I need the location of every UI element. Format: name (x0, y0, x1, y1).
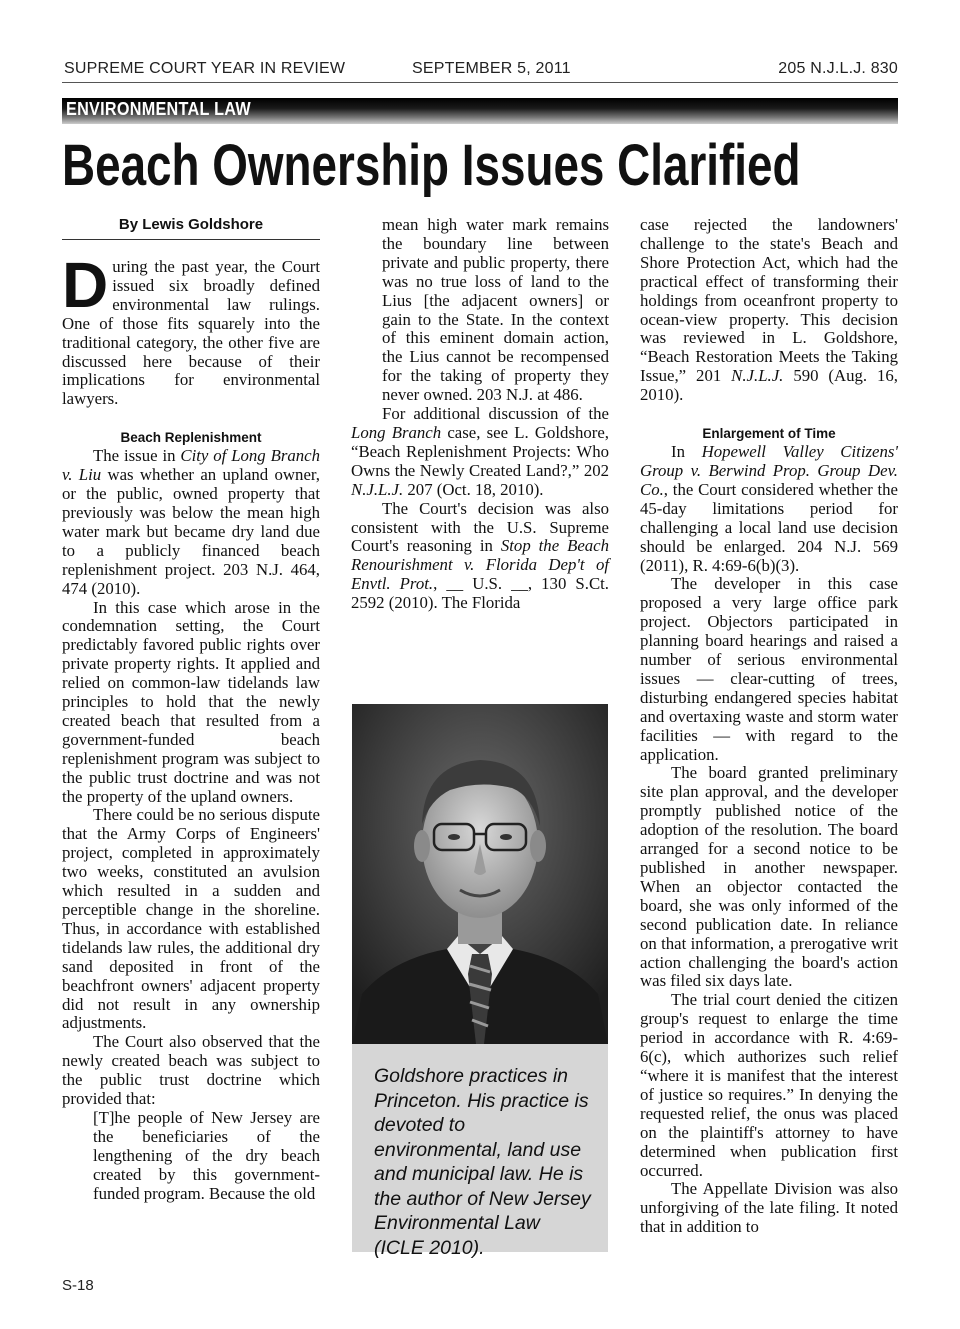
subhead-beach-replenishment: Beach Replenishment (120, 430, 262, 446)
paragraph: The trial court denied the citizen group's request to enlarge the time period in accordance with R. 4:69-6(c), which authorizes such relief “where it is manifest that the interest of justice so requires.” In denying the requested relief, the onus was placed on the plaintiff's attorney to have determined when publication first occurred. (640, 990, 898, 1180)
caption-text: Goldshore practices in Princeton. His practice is devoted to environmental, land use and municipal law. He is the author of New Jersey Environmental Law (ICLE 2010). (374, 1065, 591, 1259)
section-banner (62, 98, 898, 124)
header-rule (62, 82, 898, 83)
running-head-date: SEPTEMBER 5, 2011 (412, 60, 571, 77)
subhead-enlargement-of-time: Enlargement of Time (702, 426, 836, 442)
running-head-section: SUPREME COURT YEAR IN REVIEW (64, 60, 346, 77)
paragraph: case rejected the landowners' challenge to the state's Beach and Shore Protection Act, which had the practical effect of transforming their holdings from oceanfront property to ocean-view property. This decision was reviewed in L. Goldshore, “Beach Restoration Meets the Taking Issue,” 201 N.J.L.J. 590 (Aug. 16, 2010). (640, 215, 899, 405)
block-quote (62, 1109, 320, 1204)
paragraph: The developer in this case proposed a very large office park project. Objectors participated in planning board hearings and raised a number of serious environmental issues — clear-cutting of trees, disturbing endangered species habitat and overtaxing waste and storm water facilities — with regard to the application. (640, 574, 898, 764)
author-portrait-illustration (352, 704, 608, 1044)
author-photo (352, 704, 608, 1044)
paragraph: There could be no serious dispute that the Army Corps of Engineers' project, completed in approximately two weeks, constituted an avulsion which resulted in a sudden and perceptible change in the shoreline. Thus, in accordance with established tidelands law rules, the additional dry sand deposited in front of the beachfront owners' adjacent property did not result in any ownership adjustments. (62, 805, 320, 1033)
byline: By Lewis Goldshore (62, 216, 320, 240)
page-number: S-18 (62, 1277, 94, 1294)
column-2 (351, 216, 609, 613)
paragraph: In Hopewell Valley Citizens' Group v. Berwind Prop. Group Dev. Co., the Court considered whether the 45-day limitations period for challenging a local land use decision should be enlarged. 204 N.J. 569 (2011), R. 4:69-6(b)(3). (640, 442, 898, 575)
case-name: City of Long Branch v. Liu (62, 446, 320, 485)
paragraph: The issue in City of Long Branch v. Liu was whether an upland owner, or the public, owned property that previously was below the mean high water mark but became dry land due to a publicly financed beach replenishment project. 203 N.J. 464, 474 (2010). (62, 446, 321, 598)
paragraph: The board granted preliminary site plan approval, and the developer promptly published notice of the adoption of the resolution. The board arranged for a second notice to be published in another newspaper. When an objector contacted the board, she was only informed of the second publication date. In reliance on that information, a prerogative writ action challenging the board's action was filed six days late. (640, 763, 898, 991)
column-1 (62, 216, 320, 1204)
intro-paragraph: During the past year, the Court issued six broadly defined environmental law rulings. One of those fits squarely into the traditional category, the other five are discussed here because of their implications for environmental lawyers. (62, 249, 320, 409)
paragraph: The Court also observed that the newly created beach was subject to the public trust doctrine which provided that: (62, 1032, 320, 1109)
paragraph: For additional discussion of the Long Branch case, see L. Goldshore, “Beach Replenishment Projects: Who Owns the Newly Created Land?,” 202 N.J.L.J. 207 (Oct. 18, 2010). (351, 404, 609, 499)
drop-cap: D (62, 249, 109, 321)
paragraph: In this case which arose in the condemnation setting, the Court predictably favored public rights over private property rights. It applied and relied on common-law tidelands law principles to hold that the newly created beach that resulted from a government-funded beach replenishment program was subject to the public trust doctrine and was not the property of the upland owners. (62, 597, 320, 806)
running-head-citation: 205 N.J.L.J. 830 (778, 60, 898, 77)
paragraph: The Court's decision was also consistent with the U.S. Supreme Court's reasoning in Stop the Beach Renourishment v. Florida Dep't of Envtl. Prot., __ U.S. __, 130 S.Ct. 2592 (2010). The Florida (351, 498, 609, 613)
article-title: Beach Ownership Issues Clarified (62, 133, 801, 198)
block-quote-continued (351, 216, 609, 405)
column-3 (640, 216, 898, 1237)
paragraph: The Appellate Division was also unforgiving of the late filing. It noted that in addition to (640, 1179, 898, 1237)
quote-text: [T]he people of New Jersey are the beneficiaries of the lengthening of the dry beach created by this government-funded program. Because the old (93, 1107, 320, 1203)
quote-text: mean high water mark remains the boundary line between private and public property, there was no true loss of land to the Lius [the adjacent owners] or gain to the State. In the context of this eminent domain action, the Lius cannot be recompensed for the taking of property they never owned. 203 N.J. at 486. (382, 215, 609, 405)
photo-caption (352, 1044, 608, 1259)
case-name: Hopewell Valley Citizens' Group v. Berwind Prop. Group Dev. Co. (640, 442, 898, 499)
section-banner-label: ENVIRONMENTAL LAW (66, 99, 251, 119)
